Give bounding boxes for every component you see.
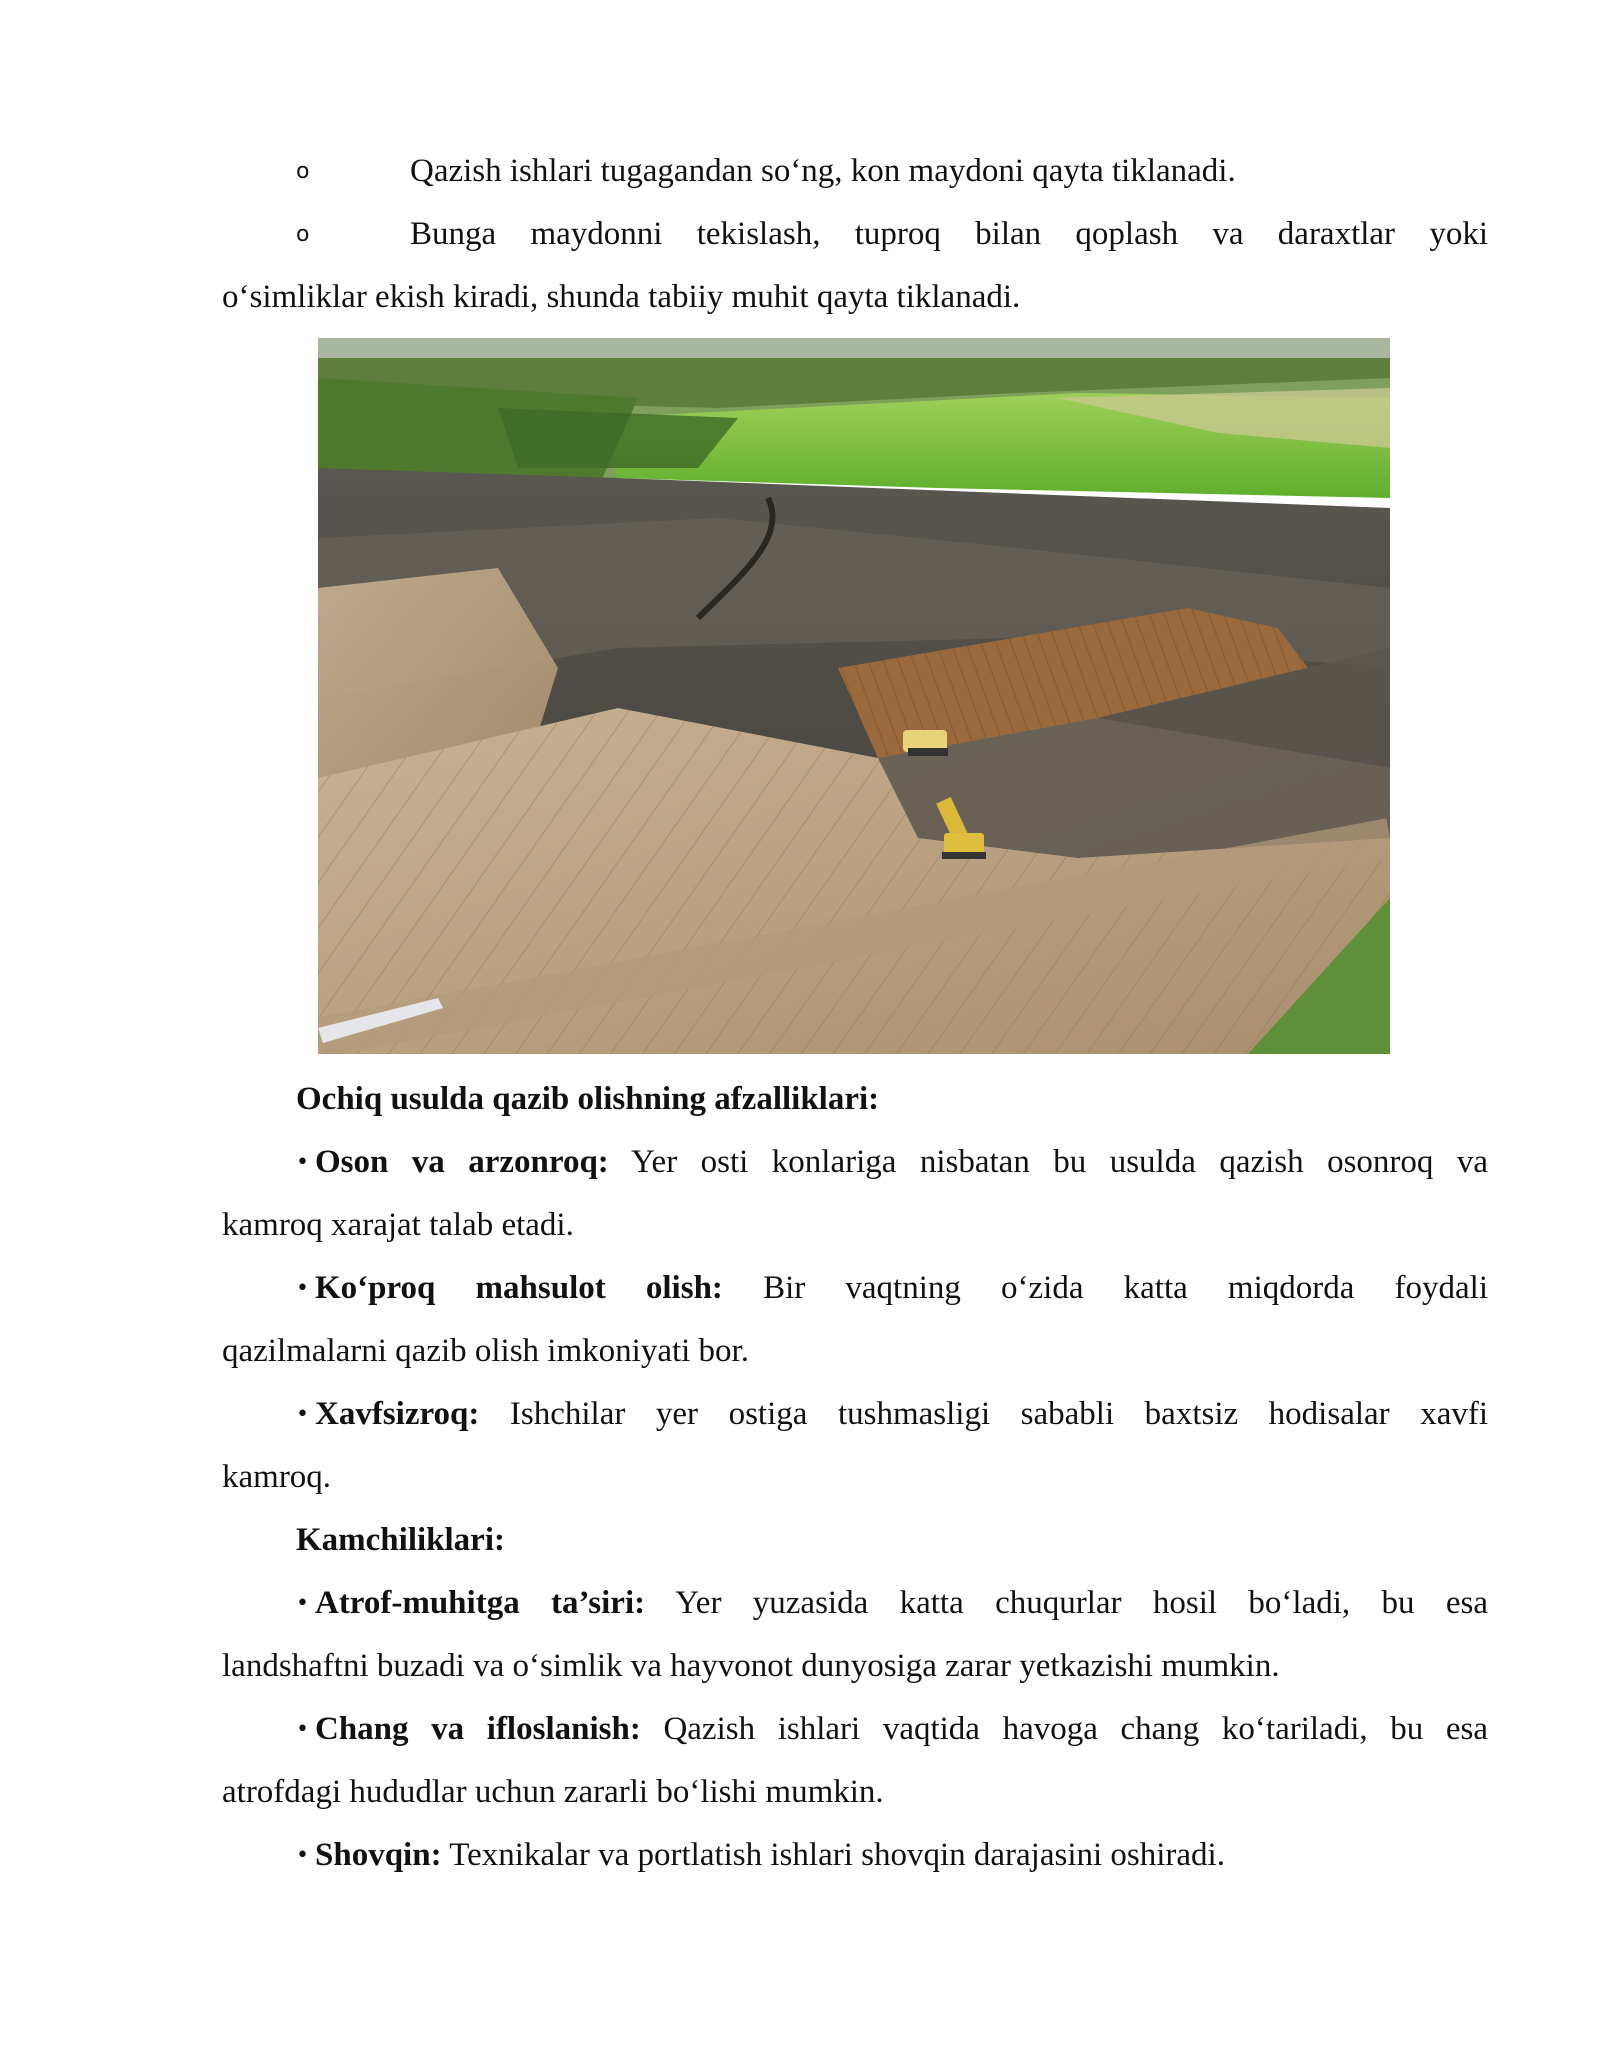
advantage-item: • Xavfsizroq: Ishchilar yer ostiga tushmasligi sababli baxtsiz hodisalar xavfi [296, 1396, 1488, 1432]
advantage-item-continuation: kamroq. [222, 1459, 332, 1495]
disadvantage-item: • Shovqin: Texnikalar va portlatish ishlari shovqin darajasini oshiradi. [296, 1837, 1225, 1873]
list-marker: o [296, 159, 310, 184]
advantage-item: • Ko‘proq mahsulot olish: Bir vaqtning o‘zida katta miqdorda foydali [296, 1270, 1489, 1306]
list-item: Qazish ishlari tugagandan so‘ng, kon maydoni qayta tiklanadi. [410, 153, 1236, 189]
advantages-heading: Ochiq usulda qazib olishning afzalliklari: [296, 1081, 880, 1117]
list-item-continuation: o‘simliklar ekish kiradi, shunda tabiiy muhit qayta tiklanadi. [222, 279, 1021, 315]
disadvantages-heading: Kamchiliklari: [296, 1522, 505, 1558]
excavator [944, 833, 984, 855]
list-marker: o [296, 222, 310, 247]
disadvantage-item: • Chang va ifloslanish: Qazish ishlari vaqtida havoga chang ko‘tariladi, bu esa [296, 1711, 1488, 1747]
advantage-item-continuation: kamroq xarajat talab etadi. [222, 1207, 574, 1243]
mine-site-photo [318, 338, 1390, 1054]
disadvantage-item-continuation: landshaftni buzadi va o‘simlik va hayvonot dunyosiga zarar yetkazishi mumkin. [222, 1648, 1280, 1684]
list-item: Bunga maydonni tekislash, tuproq bilan qoplash va daraxtlar yoki [410, 216, 1488, 252]
advantage-item-continuation: qazilmalarni qazib olish imkoniyati bor. [222, 1333, 749, 1369]
disadvantage-item-continuation: atrofdagi hududlar uchun zararli bo‘lishi mumkin. [222, 1774, 884, 1810]
advantage-item: • Oson va arzonroq: Yer osti konlariga nisbatan bu usulda qazish osonroq va [296, 1144, 1489, 1180]
disadvantage-item: • Atrof-muhitga ta’siri: Yer yuzasida katta chuqurlar hosil bo‘ladi, bu esa [296, 1585, 1488, 1621]
